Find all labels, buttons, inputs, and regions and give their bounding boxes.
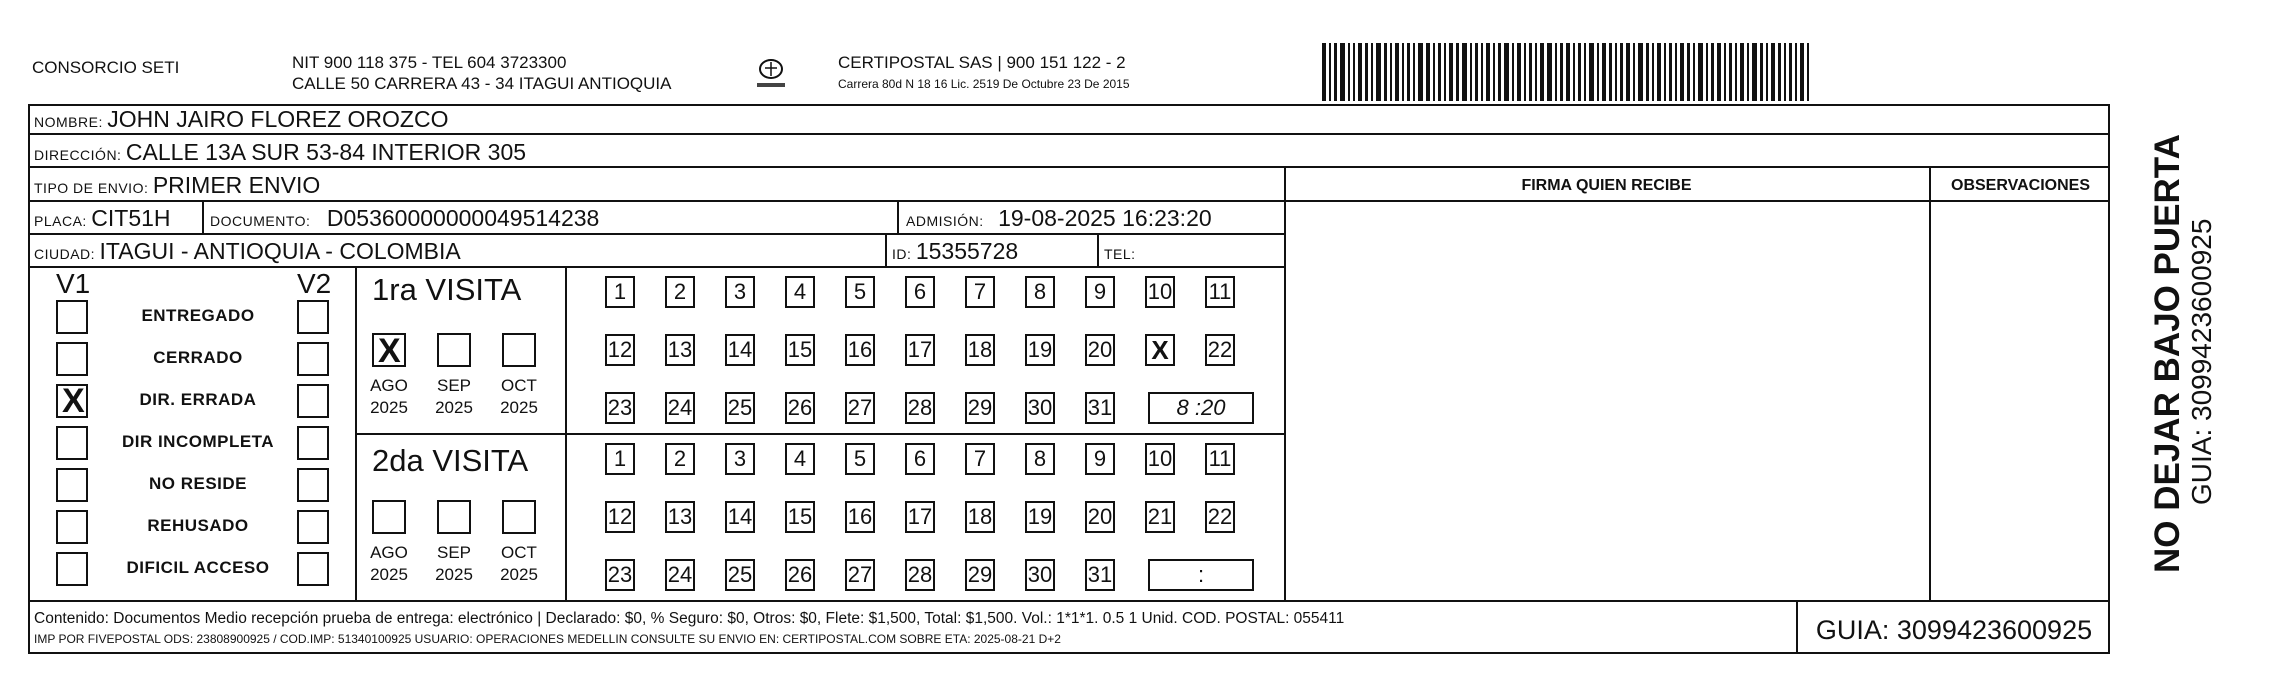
visit2-title: 2da VISITA xyxy=(372,443,529,478)
day-box[interactable]: 17 xyxy=(905,334,935,366)
status-label: NO RESIDE xyxy=(148,474,248,493)
v1-checkbox[interactable] xyxy=(56,510,88,544)
month-label: SEP xyxy=(436,543,472,562)
id-value: 15355728 xyxy=(915,238,1019,264)
day-box[interactable]: 22 xyxy=(1205,501,1235,533)
v1-checkbox[interactable] xyxy=(56,342,88,376)
day-box[interactable]: 28 xyxy=(905,559,935,591)
month-checkbox[interactable] xyxy=(437,333,471,367)
tipo-envio-label: TIPO DE ENVIO: xyxy=(34,180,149,196)
day-box[interactable]: 18 xyxy=(965,501,995,533)
day-mark-icon: X xyxy=(1151,335,1169,365)
day-box[interactable]: 13 xyxy=(665,501,695,533)
day-box[interactable]: 5 xyxy=(845,443,875,475)
admision-label: ADMISIÓN: xyxy=(906,213,984,229)
day-box[interactable]: 30 xyxy=(1025,559,1055,591)
day-box[interactable]: 27 xyxy=(845,559,875,591)
firma-header: FIRMA QUIEN RECIBE xyxy=(1521,177,1692,194)
day-box[interactable]: 30 xyxy=(1025,392,1055,424)
placa-label: PLACA: xyxy=(34,213,87,229)
admision-value: 19-08-2025 16:23:20 xyxy=(998,205,1212,231)
v1-checkbox[interactable] xyxy=(56,468,88,502)
day-box[interactable]: 3 xyxy=(725,276,755,308)
documento-value: D05360000000049514238 xyxy=(326,205,600,231)
day-box[interactable]: 12 xyxy=(605,334,635,366)
day-box[interactable]: 19 xyxy=(1025,334,1055,366)
company-nit: NIT 900 118 375 - TEL 604 3723300 xyxy=(292,53,567,72)
day-box[interactable]: 11 xyxy=(1205,276,1235,308)
tel-row xyxy=(1104,238,1136,265)
v2-checkbox[interactable] xyxy=(297,552,329,586)
day-box[interactable]: 19 xyxy=(1025,501,1055,533)
time-box[interactable]: : xyxy=(1148,559,1254,591)
side-guia: GUIA: 3099423600925 xyxy=(2186,218,2217,505)
recipient-name-row xyxy=(34,106,448,133)
day-box[interactable]: 17 xyxy=(905,501,935,533)
day-box[interactable]: 16 xyxy=(845,334,875,366)
day-box[interactable]: 29 xyxy=(965,559,995,591)
day-box[interactable]: 31 xyxy=(1085,392,1115,424)
day-box[interactable]: 16 xyxy=(845,501,875,533)
documento-row xyxy=(210,205,599,232)
recipient-address: CALLE 13A SUR 53-84 INTERIOR 305 xyxy=(125,139,527,165)
day-box[interactable]: 6 xyxy=(905,443,935,475)
day-box[interactable]: 26 xyxy=(785,559,815,591)
status-label: ENTREGADO xyxy=(141,306,255,325)
company-address: CALLE 50 CARRERA 43 - 34 ITAGUI ANTIOQUIA xyxy=(292,74,672,93)
day-box[interactable]: 20 xyxy=(1085,501,1115,533)
v2-checkbox[interactable] xyxy=(297,384,329,418)
day-box[interactable]: 14 xyxy=(725,501,755,533)
recipient-address-row xyxy=(34,139,526,166)
day-box[interactable]: 2 xyxy=(665,276,695,308)
day-box[interactable]: 3 xyxy=(725,443,755,475)
check-mark-icon: X xyxy=(378,332,401,370)
v2-checkbox[interactable] xyxy=(297,510,329,544)
day-box[interactable]: 25 xyxy=(725,559,755,591)
id-row xyxy=(892,238,1018,265)
year-label: 2025 xyxy=(500,565,538,584)
day-box[interactable]: 1 xyxy=(605,443,635,475)
month-checkbox[interactable] xyxy=(437,500,471,534)
tel-label: TEL: xyxy=(1104,246,1136,262)
year-label: 2025 xyxy=(370,398,408,417)
day-box[interactable]: 12 xyxy=(605,501,635,533)
day-box[interactable]: 23 xyxy=(605,559,635,591)
year-label: 2025 xyxy=(370,565,408,584)
month-checkbox[interactable] xyxy=(502,500,536,534)
visit1-title: 1ra VISITA xyxy=(372,272,522,307)
day-box[interactable]: 7 xyxy=(965,276,995,308)
day-box[interactable]: 4 xyxy=(785,443,815,475)
postal-logo-icon xyxy=(753,55,789,95)
day-box[interactable]: 4 xyxy=(785,276,815,308)
day-box[interactable]: 11 xyxy=(1205,443,1235,475)
ciudad-value: ITAGUI - ANTIOQUIA - COLOMBIA xyxy=(99,238,461,264)
shipment-type-row xyxy=(34,172,320,199)
day-box[interactable]: 2 xyxy=(665,443,695,475)
day-box[interactable]: 13 xyxy=(665,334,695,366)
day-box[interactable]: 1 xyxy=(605,276,635,308)
footer-guia: GUIA: 3099423600925 xyxy=(1815,615,2093,645)
footer-contenido: Contenido: Documentos Medio recepción prueba de entrega: electrónico | Declarado: $0, % Seguro: $0, Otros: $0, Flete: $1,500, Total: $1,500. Vol.: 1*1*1. 0.5 1 Unid. COD. POSTAL: 055411 xyxy=(34,610,1345,627)
day-box[interactable]: 28 xyxy=(905,392,935,424)
v2-checkbox[interactable] xyxy=(297,300,329,334)
day-box[interactable]: 26 xyxy=(785,392,815,424)
v1-checkbox[interactable] xyxy=(56,300,88,334)
no-dejar-bajo-puerta: NO DEJAR BAJO PUERTA xyxy=(2148,134,2187,573)
day-box[interactable]: 7 xyxy=(965,443,995,475)
status-label: REHUSADO xyxy=(147,516,249,535)
ciudad-label: CIUDAD: xyxy=(34,246,96,262)
status-label: DIFICIL ACCESO xyxy=(126,558,270,577)
day-box[interactable]: 27 xyxy=(845,392,875,424)
v1-label: V1 xyxy=(56,268,91,299)
documento-label: DOCUMENTO: xyxy=(210,213,311,229)
placa-value: CIT51H xyxy=(91,205,171,231)
day-box[interactable]: 21 xyxy=(1145,501,1175,533)
v1-checkbox[interactable] xyxy=(56,552,88,586)
day-box[interactable]: 5 xyxy=(845,276,875,308)
ciudad-row xyxy=(34,238,461,265)
status-label: CERRADO xyxy=(153,348,243,367)
day-box[interactable]: 25 xyxy=(725,392,755,424)
v2-checkbox[interactable] xyxy=(297,468,329,502)
day-box[interactable]: 22 xyxy=(1205,334,1235,366)
v2-checkbox[interactable] xyxy=(297,426,329,460)
direccion-label: DIRECCIÓN: xyxy=(34,147,122,163)
month-checkbox[interactable] xyxy=(372,332,406,370)
month-label: AGO xyxy=(370,543,408,562)
month-checkbox[interactable] xyxy=(502,333,536,367)
barcode xyxy=(1322,43,1952,101)
month-label: SEP xyxy=(436,376,472,395)
day-box[interactable]: 10 xyxy=(1145,276,1175,308)
month-label: OCT xyxy=(501,376,537,395)
carrier-license: Carrera 80d N 18 16 Lic. 2519 De Octubre 23 De 2015 xyxy=(838,77,1130,91)
v1-checkbox[interactable] xyxy=(56,426,88,460)
year-label: 2025 xyxy=(500,398,538,417)
footer-impresion: IMP POR FIVEPOSTAL ODS: 23808900925 / COD.IMP: 51340100925 USUARIO: OPERACIONES MEDELLIN CONSULTE SU ENVIO EN: CERTIPOSTAL.COM SOBRE ETA: 2025-08-21 D+2 xyxy=(34,632,1061,646)
carrier-name: CERTIPOSTAL SAS | 900 151 122 - 2 xyxy=(838,53,1126,72)
day-box[interactable]: 24 xyxy=(665,392,695,424)
observaciones-header: OBSERVACIONES xyxy=(1951,177,2090,194)
year-label: 2025 xyxy=(435,398,473,417)
day-box[interactable]: 9 xyxy=(1085,443,1115,475)
status-label: DIR INCOMPLETA xyxy=(121,432,275,451)
admision-row xyxy=(906,205,1212,232)
v2-label: V2 xyxy=(297,268,332,299)
day-box[interactable]: 15 xyxy=(785,334,815,366)
company-name: CONSORCIO SETI xyxy=(32,58,180,77)
day-box[interactable] xyxy=(1145,334,1175,366)
month-label: AGO xyxy=(370,376,408,395)
day-box[interactable]: 8 xyxy=(1025,276,1055,308)
recipient-name: JOHN JAIRO FLOREZ OROZCO xyxy=(107,106,449,132)
v2-checkbox[interactable] xyxy=(297,342,329,376)
day-box[interactable]: 23 xyxy=(605,392,635,424)
time-box[interactable]: 8 :20 xyxy=(1148,392,1254,424)
month-checkbox[interactable] xyxy=(372,500,406,534)
placa-row xyxy=(34,205,171,232)
day-box[interactable]: 10 xyxy=(1145,443,1175,475)
check-mark-icon: X xyxy=(62,382,85,420)
day-box[interactable]: 18 xyxy=(965,334,995,366)
day-box[interactable]: 29 xyxy=(965,392,995,424)
day-box[interactable]: 31 xyxy=(1085,559,1115,591)
day-box[interactable]: 9 xyxy=(1085,276,1115,308)
day-box[interactable]: 6 xyxy=(905,276,935,308)
day-box[interactable]: 8 xyxy=(1025,443,1055,475)
shipment-type: PRIMER ENVIO xyxy=(152,172,321,198)
v1-checkbox[interactable] xyxy=(56,384,88,418)
id-label: ID: xyxy=(892,246,912,262)
day-box[interactable]: 14 xyxy=(725,334,755,366)
day-box[interactable]: 20 xyxy=(1085,334,1115,366)
day-box[interactable]: 15 xyxy=(785,501,815,533)
year-label: 2025 xyxy=(435,565,473,584)
status-label: DIR. ERRADA xyxy=(139,390,257,409)
day-box[interactable]: 24 xyxy=(665,559,695,591)
nombre-label: NOMBRE: xyxy=(34,114,103,130)
month-label: OCT xyxy=(501,543,537,562)
